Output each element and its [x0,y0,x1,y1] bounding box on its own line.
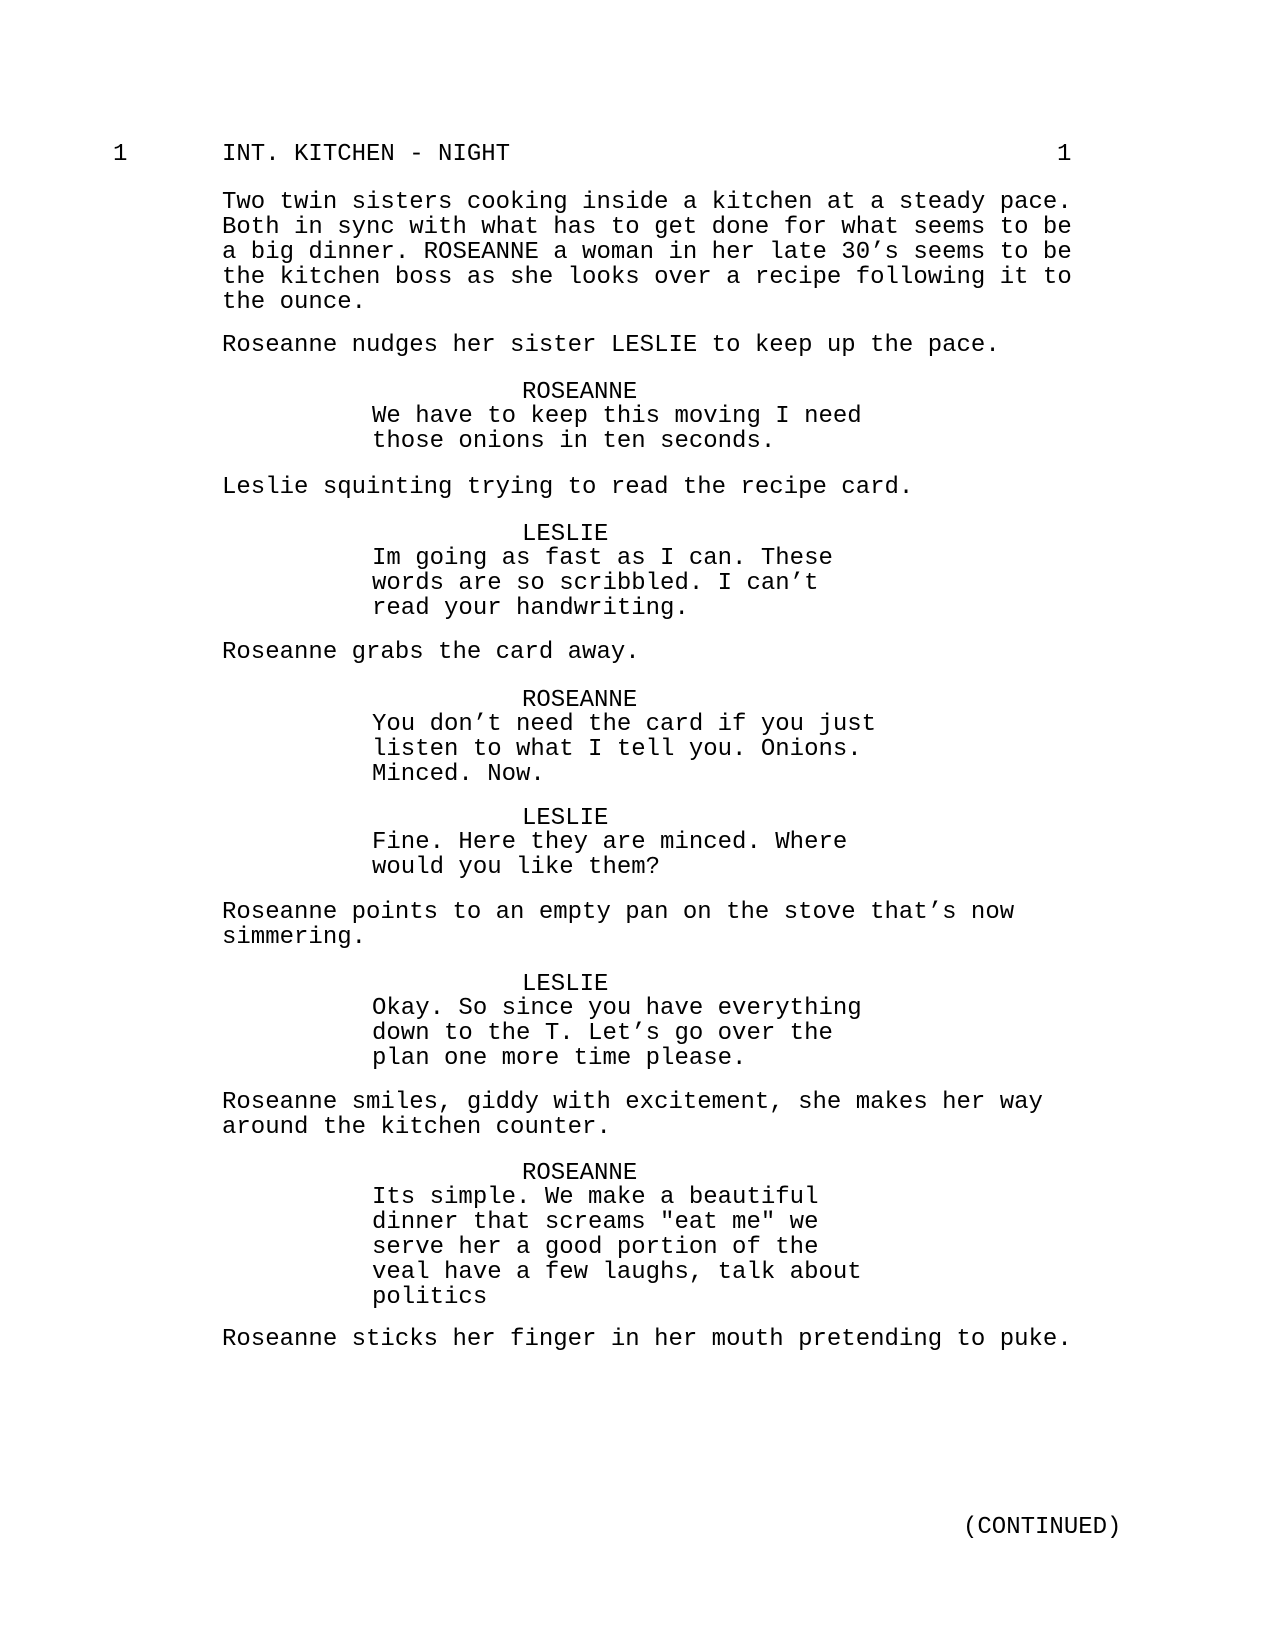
action-block: Two twin sisters cooking inside a kitchen at a steady pace. Both in sync with what has to get done for what seems to be a big dinner. ROSEANNE a woman in her late 30’s seems to be the kitchen boss as she looks over a recipe following it to the ounce. [222,189,1072,316]
dialogue-block: Its simple. We make a beautiful dinner that screams "eat me" we serve her a good portion of the veal have a few laughs, talk about politics [372,1184,862,1311]
action-block: Roseanne nudges her sister LESLIE to keep up the pace. [222,332,1000,359]
scene-number-right: 1 [1057,141,1072,168]
dialogue-block: Im going as fast as I can. These words are so scribbled. I can’t read your handwriting. [372,545,833,622]
dialogue-block: Fine. Here they are minced. Where would you like them? [372,829,848,881]
dialogue-block: You don’t need the card if you just listen to what I tell you. Onions. Minced. Now. [372,711,877,788]
continued-marker: (CONTINUED) [963,1514,1122,1541]
action-block: Leslie squinting trying to read the recipe card. [222,474,914,501]
action-block: Roseanne smiles, giddy with excitement, she makes her way around the kitchen counter. [222,1089,1043,1141]
dialogue-block: Okay. So since you have everything down to the T. Let’s go over the plan one more time please. [372,995,862,1072]
character-name: ROSEANNE [522,1160,638,1187]
character-name: LESLIE [522,971,609,998]
action-block: Roseanne sticks her finger in her mouth pretending to puke. [222,1326,1072,1353]
character-name: LESLIE [522,521,609,548]
character-name: LESLIE [522,805,609,832]
dialogue-block: We have to keep this moving I need those onions in ten seconds. [372,403,862,455]
scene-number-left: 1 [113,141,128,168]
character-name: ROSEANNE [522,379,638,406]
scene-heading: INT. KITCHEN - NIGHT [222,141,511,168]
character-name: ROSEANNE [522,687,638,714]
action-block: Roseanne points to an empty pan on the stove that’s now simmering. [222,899,1015,951]
action-block: Roseanne grabs the card away. [222,639,640,666]
